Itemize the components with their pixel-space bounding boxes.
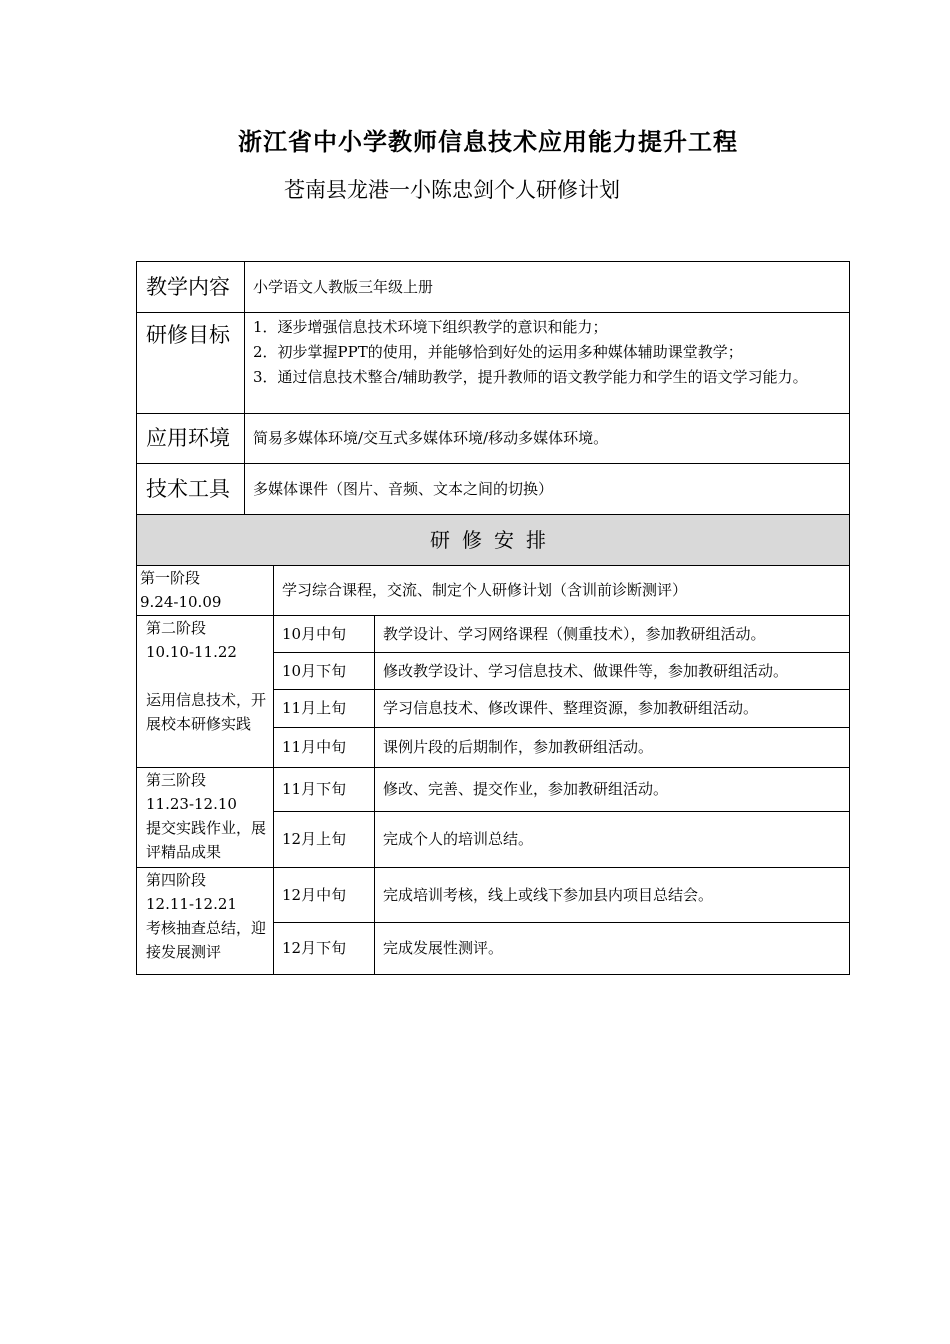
goal-item: 3．通过信息技术整合/辅助教学，提升教师的语文教学能力和学生的语文学习能力。 — [253, 368, 808, 386]
task-cell: 完成发展性测评。 — [375, 923, 850, 975]
goal-item: 1．逐步增强信息技术环境下组织教学的意识和能力； — [253, 318, 608, 336]
value-environment: 简易多媒体环境/交互式多媒体环境/移动多媒体环境。 — [245, 414, 850, 464]
stage-dates: 9.24-10.09 — [140, 593, 222, 611]
value-content: 小学语文人教版三年级上册 — [245, 262, 850, 313]
stage-name: 第二阶段 — [146, 619, 207, 637]
row-environment — [137, 414, 850, 464]
plan-table — [136, 261, 850, 975]
task-cell: 完成培训考核，线上或线下参加县内项目总结会。 — [375, 868, 850, 923]
task-cell: 完成个人的培训总结。 — [375, 812, 850, 868]
value-goals — [245, 313, 850, 414]
stage-row — [137, 566, 850, 616]
stage-note: 考核抽查总结，迎接发展测评 — [146, 919, 267, 961]
period-cell: 10月下旬 — [274, 653, 375, 690]
task-cell: 修改、完善、提交作业，参加教研组活动。 — [375, 768, 850, 812]
stage-cell — [137, 616, 274, 768]
row-schedule-header — [137, 515, 850, 566]
period-cell: 12月下旬 — [274, 923, 375, 975]
period-cell: 11月上旬 — [274, 690, 375, 728]
task-cell: 学习信息技术、修改课件、整理资源，参加教研组活动。 — [375, 690, 850, 728]
stage-dates: 12.11-12.21 — [146, 895, 237, 913]
stage-dates: 11.23-12.10 — [146, 795, 237, 813]
stage-cell — [137, 768, 274, 868]
document-title: 浙江省中小学教师信息技术应用能力提升工程 — [238, 127, 738, 156]
stage-description: 学习综合课程，交流、制定个人研修计划（含训前诊断测评） — [274, 566, 850, 616]
row-goals — [137, 313, 850, 414]
stage-row — [137, 868, 850, 923]
stage-name: 第三阶段 — [146, 771, 207, 789]
row-content — [137, 262, 850, 313]
schedule-header: 研修安排 — [137, 515, 850, 566]
stage-note: 提交实践作业，展评精品成果 — [146, 819, 267, 861]
period-cell: 10月中旬 — [274, 616, 375, 653]
stage-name: 第四阶段 — [146, 871, 207, 889]
period-cell: 12月上旬 — [274, 812, 375, 868]
stage-row — [137, 616, 850, 653]
period-cell: 12月中旬 — [274, 868, 375, 923]
task-cell: 教学设计、学习网络课程（侧重技术），参加教研组活动。 — [375, 616, 850, 653]
period-cell: 11月中旬 — [274, 728, 375, 768]
task-cell: 修改教学设计、学习信息技术、做课件等，参加教研组活动。 — [375, 653, 850, 690]
value-tools: 多媒体课件（图片、音频、文本之间的切换） — [245, 464, 850, 515]
period-cell: 11月下旬 — [274, 768, 375, 812]
document-subtitle: 苍南县龙港一小陈忠剑个人研修计划 — [284, 178, 620, 202]
goal-item: 2．初步掌握PPT的使用，并能够恰到好处的运用多种媒体辅助课堂教学； — [253, 343, 743, 361]
label-tools: 技术工具 — [137, 464, 245, 515]
label-content: 教学内容 — [137, 262, 245, 313]
stage-name: 第一阶段 — [140, 569, 201, 587]
label-goals: 研修目标 — [137, 313, 245, 414]
label-environment: 应用环境 — [137, 414, 245, 464]
stage-dates: 10.10-11.22 — [146, 643, 237, 661]
stage-row — [137, 768, 850, 812]
stage-cell — [137, 566, 274, 616]
stage-cell — [137, 868, 274, 975]
stage-note: 运用信息技术，开展校本研修实践 — [146, 691, 267, 733]
row-tools — [137, 464, 850, 515]
task-cell: 课例片段的后期制作，参加教研组活动。 — [375, 728, 850, 768]
